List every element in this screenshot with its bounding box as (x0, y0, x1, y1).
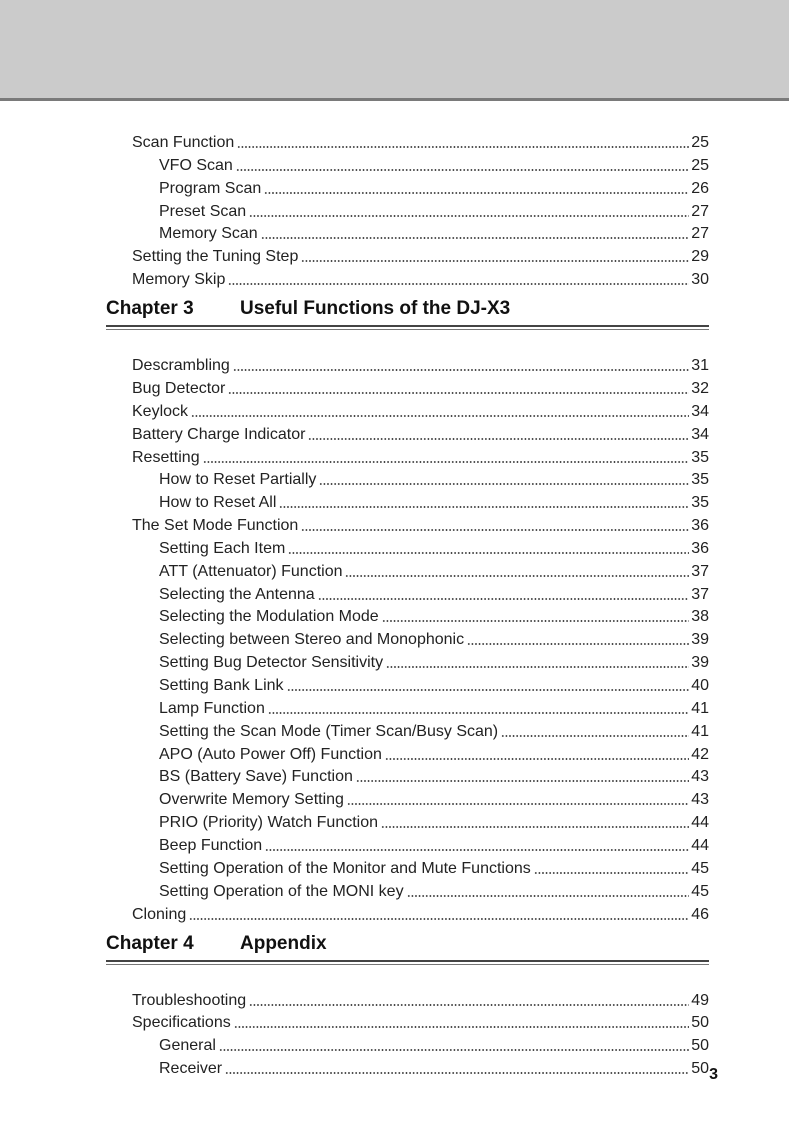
toc-entry-page: 41 (691, 722, 709, 740)
toc-entry-page: 34 (691, 425, 709, 443)
toc-entry[interactable] (159, 764, 709, 786)
toc-entry[interactable] (159, 467, 709, 489)
dot-leader (268, 712, 689, 714)
dot-leader (319, 483, 689, 485)
dot-leader (288, 552, 689, 554)
toc-entry[interactable] (132, 988, 709, 1010)
toc-entry-page: 34 (691, 402, 709, 420)
toc-entry-title: Setting the Scan Mode (Timer Scan/Busy Scan) (159, 722, 499, 740)
toc-entry-title: Lamp Function (159, 699, 265, 717)
toc-entry[interactable] (159, 1033, 709, 1055)
toc-entry-title: How to Reset Partially (159, 471, 317, 489)
dot-leader (407, 895, 690, 897)
toc-entry[interactable] (159, 810, 709, 832)
dot-leader (261, 237, 690, 239)
dot-leader (237, 146, 689, 148)
chapter-title: Appendix (240, 932, 327, 954)
chapter-heading (106, 933, 709, 973)
toc-entry-page: 43 (691, 768, 709, 786)
dot-leader (347, 803, 689, 805)
dot-leader (219, 1049, 689, 1051)
toc-entry[interactable] (132, 267, 709, 289)
toc-entry[interactable] (132, 513, 709, 535)
dot-leader (249, 215, 689, 217)
toc-entry-page: 35 (691, 471, 709, 489)
toc-entry-page: 29 (691, 248, 709, 266)
toc-entry[interactable] (159, 176, 709, 198)
toc-entry-title: Memory Scan (159, 225, 258, 243)
dot-leader (264, 192, 689, 194)
dot-leader (287, 689, 690, 691)
toc-entry-page: 25 (691, 134, 709, 151)
dot-leader (345, 575, 689, 577)
toc-entry-page: 26 (691, 179, 709, 197)
toc-entry-title: General (159, 1037, 216, 1055)
toc-entry-title: ATT (Attenuator) Function (159, 562, 343, 580)
toc-entry[interactable] (159, 559, 709, 581)
toc-entry-title: Program Scan (159, 179, 262, 197)
dot-leader (228, 392, 689, 394)
dot-leader (203, 461, 690, 463)
toc-entry-page: 31 (691, 357, 709, 375)
chapter-rule (106, 960, 709, 965)
toc-entry-page: 50 (691, 1060, 709, 1078)
dot-leader (301, 529, 689, 531)
toc-entry-page: 39 (691, 654, 709, 672)
toc-entry-page: 30 (691, 271, 709, 289)
toc-entry-title: Setting Operation of the Monitor and Mute Functions (159, 859, 531, 877)
toc-entry[interactable] (159, 879, 709, 901)
toc-entry-title: Resetting (132, 448, 200, 466)
toc-entry[interactable] (159, 153, 709, 175)
toc-entry-title: Setting the Tuning Step (132, 248, 299, 266)
toc-entry-title: APO (Auto Power Off) Function (159, 745, 382, 763)
dot-leader (189, 918, 689, 920)
dot-leader (385, 758, 689, 760)
toc-entry-page: 38 (691, 608, 709, 626)
toc-entry[interactable] (159, 833, 709, 855)
toc-entry[interactable] (159, 742, 709, 764)
toc-entry-page: 36 (691, 539, 709, 557)
toc-entry-page: 37 (691, 562, 709, 580)
toc-entry-title: How to Reset All (159, 494, 277, 512)
toc-entry-page: 39 (691, 631, 709, 649)
toc-entry[interactable] (132, 1010, 709, 1032)
dot-leader (534, 872, 689, 874)
toc-entry[interactable] (132, 902, 709, 924)
toc-entry-title: Selecting between Stereo and Monophonic (159, 631, 465, 649)
toc-entry-title: Setting Operation of the MONI key (159, 882, 404, 900)
toc-entry-title: Preset Scan (159, 202, 247, 220)
toc-entry-page: 43 (691, 791, 709, 809)
toc-entry-title: Memory Skip (132, 271, 226, 289)
toc-entry[interactable] (132, 422, 709, 444)
dot-leader (236, 169, 689, 171)
toc-entry[interactable] (159, 696, 709, 718)
toc-entry[interactable] (132, 244, 709, 266)
toc-entry-page: 32 (691, 379, 709, 397)
chapter-title: Useful Functions of the DJ-X3 (240, 298, 511, 320)
chapter-heading (106, 298, 709, 338)
toc-entry-title: Cloning (132, 905, 187, 923)
toc-entry[interactable] (159, 856, 709, 878)
toc-entry-page: 42 (691, 745, 709, 763)
toc-entry-page: 35 (691, 448, 709, 466)
dot-leader (225, 1072, 689, 1074)
dot-leader (381, 826, 689, 828)
toc-entry-page: 27 (691, 202, 709, 220)
toc-entry[interactable] (132, 376, 709, 398)
toc-entry[interactable] (132, 399, 709, 421)
dot-leader (265, 849, 689, 851)
toc-entry[interactable] (132, 130, 709, 152)
toc-entry-title: Setting Each Item (159, 539, 286, 557)
dot-leader (467, 643, 689, 645)
toc-entry-title: BS (Battery Save) Function (159, 768, 353, 786)
chapter-number: Chapter 3 (106, 298, 194, 320)
toc-entry[interactable] (159, 719, 709, 741)
toc-entry-page: 45 (691, 882, 709, 900)
toc-entry-page: 45 (691, 859, 709, 877)
toc-entry-page: 50 (691, 1037, 709, 1055)
toc-entry[interactable] (159, 536, 709, 558)
toc-entry-page: 37 (691, 585, 709, 603)
toc-entry-page: 49 (691, 991, 709, 1009)
toc-entry[interactable] (132, 353, 709, 375)
toc-entry-title: VFO Scan (159, 156, 233, 174)
toc-entry-title: PRIO (Priority) Watch Function (159, 814, 379, 832)
toc-entry[interactable] (159, 627, 709, 649)
toc-entry[interactable] (159, 582, 709, 604)
dot-leader (382, 620, 690, 622)
toc-entry-title: Descrambling (132, 357, 230, 375)
toc-entry[interactable] (159, 650, 709, 672)
dot-leader (356, 780, 689, 782)
toc-entry-title: The Set Mode Function (132, 517, 299, 535)
toc-entry-title: Troubleshooting (132, 991, 247, 1009)
toc-entry-title: Keylock (132, 402, 189, 420)
toc-entry[interactable] (159, 673, 709, 695)
toc-entry-page: 40 (691, 677, 709, 694)
toc-entry-page: 41 (691, 699, 709, 717)
header-band (0, 0, 789, 101)
toc-entry-title: Overwrite Memory Setting (159, 791, 344, 809)
toc-entry-title: Setting Bank Link (159, 677, 284, 694)
chapter-number: Chapter 4 (106, 932, 194, 954)
toc-entry[interactable] (132, 445, 709, 467)
dot-leader (501, 735, 689, 737)
toc-entry-page: 27 (691, 225, 709, 243)
toc-entry-title: Selecting the Modulation Mode (159, 608, 379, 626)
dot-leader (279, 506, 689, 508)
dot-leader (318, 598, 690, 600)
toc-entry-page: 44 (691, 836, 709, 854)
chapter-rule (106, 325, 709, 330)
toc-entry-page: 44 (691, 814, 709, 832)
toc-entry-page: 35 (691, 494, 709, 512)
dot-leader (233, 369, 689, 371)
toc-entry-title: Beep Function (159, 836, 263, 854)
toc-entry-title: Specifications (132, 1014, 231, 1032)
toc-entry-title: Scan Function (132, 134, 235, 151)
dot-leader (301, 260, 689, 262)
toc-entry[interactable] (159, 490, 709, 512)
toc-entry-page: 25 (691, 156, 709, 174)
toc-entry-title: Setting Bug Detector Sensitivity (159, 654, 384, 672)
toc-entry[interactable] (159, 199, 709, 221)
dot-leader (308, 438, 689, 440)
toc-entry-page: 36 (691, 517, 709, 535)
toc-entry-page: 46 (691, 905, 709, 923)
dot-leader (386, 666, 689, 668)
toc-entry[interactable] (159, 787, 709, 809)
toc-entry[interactable] (159, 604, 709, 626)
toc-entry-title: Selecting the Antenna (159, 585, 315, 603)
toc-entry-page: 50 (691, 1014, 709, 1032)
page-number: 3 (709, 1066, 718, 1083)
dot-leader (234, 1026, 689, 1028)
toc-entry-title: Receiver (159, 1060, 223, 1078)
dot-leader (249, 1004, 689, 1006)
dot-leader (191, 415, 689, 417)
toc-entry[interactable] (159, 221, 709, 243)
toc-entry[interactable] (159, 1056, 709, 1078)
toc-entry-title: Bug Detector (132, 379, 226, 397)
dot-leader (228, 283, 689, 285)
toc-entry-title: Battery Charge Indicator (132, 425, 306, 443)
